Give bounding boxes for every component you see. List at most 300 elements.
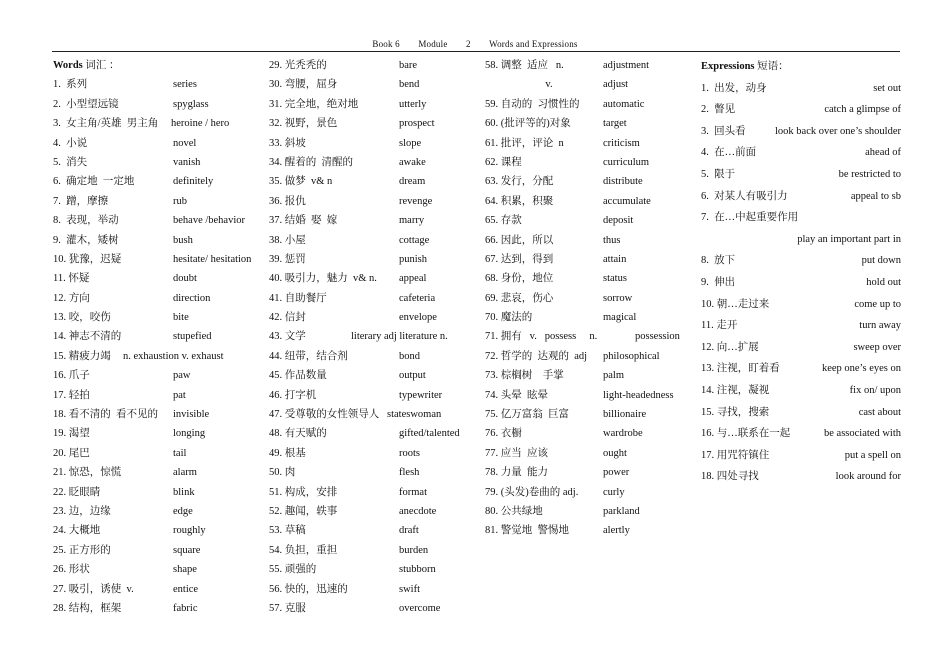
word-entry bbox=[269, 250, 479, 269]
english-term: draft bbox=[399, 525, 419, 537]
word-entry bbox=[53, 347, 263, 366]
chinese-meaning: 45. 作品数量 bbox=[269, 370, 327, 382]
english-term: envelope bbox=[399, 312, 437, 324]
word-entry bbox=[269, 153, 479, 172]
word-entry bbox=[269, 580, 479, 599]
chinese-meaning: 14. 神志不清的 bbox=[53, 331, 122, 343]
chinese-meaning: 55. 顽强的 bbox=[269, 564, 317, 576]
word-entry bbox=[485, 250, 695, 269]
english-term: awake bbox=[399, 156, 426, 168]
word-entry bbox=[485, 172, 695, 191]
english-term: curly bbox=[603, 486, 625, 498]
word-entry bbox=[269, 289, 479, 308]
word-entry bbox=[53, 269, 263, 288]
english-term: thus bbox=[603, 234, 621, 246]
english-term: cottage bbox=[399, 234, 430, 246]
chinese-meaning: 69. 悲哀，伤心 bbox=[485, 292, 554, 304]
english-term: ahead of bbox=[865, 147, 901, 159]
word-entry bbox=[53, 211, 263, 230]
english-term: philosophical bbox=[603, 350, 660, 362]
english-term: revenge bbox=[399, 195, 433, 207]
chinese-meaning: 16. 爪子 bbox=[53, 370, 90, 382]
chinese-meaning: 49. 根基 bbox=[269, 447, 306, 459]
chinese-meaning: 64. 积累，积聚 bbox=[485, 195, 554, 207]
english-term: stupefied bbox=[173, 331, 212, 343]
word-entry bbox=[53, 114, 263, 133]
word-entry bbox=[53, 599, 263, 618]
expression-entry bbox=[701, 380, 901, 402]
english-term: ought bbox=[603, 447, 627, 459]
english-term: magical bbox=[603, 312, 637, 324]
chinese-meaning: 8. 表现，举动 bbox=[53, 215, 119, 227]
chinese-meaning: 35. 做梦 v& n bbox=[269, 176, 333, 188]
chinese-meaning: 67. 达到，得到 bbox=[485, 253, 554, 265]
chinese-meaning: 26. 形状 bbox=[53, 564, 90, 576]
expression-entry bbox=[701, 121, 901, 143]
words-column-2 bbox=[269, 56, 479, 618]
chinese-meaning: 30. 弯腰，屈身 bbox=[269, 79, 338, 91]
english-term: cast about bbox=[858, 406, 901, 418]
expressions-column bbox=[701, 56, 901, 488]
english-term: look back over one’s shoulder bbox=[775, 125, 901, 137]
chinese-meaning: 1. 出发，动身 bbox=[701, 82, 767, 94]
chinese-meaning: 44. 纽带，结合剂 bbox=[269, 350, 348, 362]
word-entry bbox=[269, 211, 479, 230]
english-term: distribute bbox=[603, 176, 643, 188]
word-entry bbox=[53, 75, 263, 94]
expression-entry bbox=[701, 207, 901, 229]
chinese-meaning: 13. 咬，咬伤 bbox=[53, 312, 111, 324]
chinese-meaning: 29. 光秃秃的 bbox=[269, 60, 327, 71]
word-entry bbox=[269, 75, 479, 94]
chinese-meaning: 68. 身份，地位 bbox=[485, 273, 554, 285]
chinese-meaning: 63. 发行，分配 bbox=[485, 176, 554, 188]
word-entry bbox=[53, 327, 263, 346]
english-term: bite bbox=[173, 312, 189, 324]
english-term: put down bbox=[861, 255, 901, 267]
word-entry bbox=[485, 424, 695, 443]
english-term: sweep over bbox=[853, 341, 901, 353]
chinese-meaning: 4. 小说 bbox=[53, 137, 88, 149]
chinese-meaning: 5. 消失 bbox=[53, 156, 88, 168]
chinese-meaning: 54. 负担，重担 bbox=[269, 544, 338, 556]
english-term: stubborn bbox=[399, 564, 436, 576]
word-entry bbox=[269, 541, 479, 560]
english-term: roots bbox=[399, 447, 420, 459]
chinese-meaning: 36. 报仇 bbox=[269, 195, 306, 207]
word-entry bbox=[269, 192, 479, 211]
english-term: be restricted to bbox=[838, 168, 901, 180]
word-entry bbox=[485, 231, 695, 250]
word-entry bbox=[53, 424, 263, 443]
english-term: deposit bbox=[603, 215, 634, 227]
english-term: appeal bbox=[399, 273, 427, 285]
english-term: burden bbox=[399, 544, 429, 556]
chinese-meaning: 77. 应当 应该 bbox=[485, 447, 548, 459]
chinese-meaning: 5. 限于 bbox=[701, 168, 736, 180]
word-entry bbox=[269, 444, 479, 463]
chinese-meaning: 37. 结婚 娶 嫁 bbox=[269, 215, 338, 227]
chinese-meaning: 71. 拥有 v. possess n. bbox=[485, 331, 598, 343]
chinese-meaning: 31. 完全地，绝对地 bbox=[269, 98, 359, 110]
english-term: set out bbox=[873, 82, 901, 94]
english-term: spyglass bbox=[173, 98, 209, 110]
chinese-meaning: 43. 文学 bbox=[269, 331, 306, 343]
english-term: hesitate/ hesitation bbox=[173, 253, 252, 265]
word-entry bbox=[53, 405, 263, 424]
chinese-meaning: 58. 调整 适应 n. bbox=[485, 60, 564, 71]
english-term: adjust bbox=[603, 79, 629, 91]
word-entry bbox=[269, 114, 479, 133]
chinese-meaning: 6. 确定地 一定地 bbox=[53, 176, 135, 188]
english-term: shape bbox=[173, 564, 197, 576]
expression-entry bbox=[701, 315, 901, 337]
expression-entry bbox=[701, 402, 901, 424]
english-term: pat bbox=[173, 389, 186, 401]
english-term: appeal to sb bbox=[850, 190, 901, 202]
chinese-meaning: 10. 朝…走过来 bbox=[701, 298, 770, 310]
word-entry bbox=[485, 405, 695, 424]
word-entry bbox=[53, 231, 263, 250]
word-entry bbox=[485, 483, 695, 502]
chinese-meaning: 2. 小型望远镜 bbox=[53, 98, 119, 110]
expression-entry bbox=[701, 229, 901, 251]
word-entry bbox=[269, 95, 479, 114]
english-term: bare bbox=[399, 60, 418, 71]
chinese-meaning: 81. 警觉地 警惕地 bbox=[485, 525, 569, 537]
expression-entry bbox=[701, 99, 901, 121]
chinese-meaning: 3. 女主角/英雄 男主角 bbox=[53, 118, 159, 130]
chinese-meaning: 66. 因此，所以 bbox=[485, 234, 554, 246]
chinese-meaning: 15. 精疲力竭 bbox=[53, 350, 111, 362]
word-entry bbox=[485, 153, 695, 172]
english-term: blink bbox=[173, 486, 195, 498]
english-term: gifted/talented bbox=[399, 428, 460, 440]
english-term: be associated with bbox=[824, 428, 901, 440]
english-term: square bbox=[173, 544, 201, 556]
english-term: sorrow bbox=[603, 292, 633, 304]
word-entry bbox=[485, 211, 695, 230]
chinese-meaning: 27. 吸引，诱使 v. bbox=[53, 583, 134, 595]
english-term: power bbox=[603, 467, 630, 479]
word-entry bbox=[485, 134, 695, 153]
chinese-meaning: 62. 课程 bbox=[485, 156, 522, 168]
chinese-meaning: 3. 回头看 bbox=[701, 125, 746, 137]
english-term: catch a glimpse of bbox=[824, 104, 901, 116]
english-term: typewriter bbox=[399, 389, 443, 401]
english-term: longing bbox=[173, 428, 206, 440]
word-entry bbox=[485, 521, 695, 540]
chinese-meaning: 78. 力量 能力 bbox=[485, 467, 548, 479]
word-entry bbox=[269, 347, 479, 366]
english-term: criticism bbox=[603, 137, 640, 149]
word-entry bbox=[269, 386, 479, 405]
english-term: target bbox=[603, 118, 627, 130]
word-entry bbox=[53, 386, 263, 405]
chinese-meaning: 39. 惩罚 bbox=[269, 253, 306, 265]
english-term: format bbox=[399, 486, 427, 498]
word-entry bbox=[269, 483, 479, 502]
expression-entry bbox=[701, 294, 901, 316]
chinese-meaning: 34. 醒着的 清醒的 bbox=[269, 156, 353, 168]
word-entry bbox=[53, 463, 263, 482]
chinese-meaning: 7. 蹭，摩擦 bbox=[53, 195, 109, 207]
word-entry bbox=[485, 192, 695, 211]
english-term: adjustment bbox=[603, 60, 650, 71]
chinese-meaning: 38. 小屋 bbox=[269, 234, 306, 246]
english-term: doubt bbox=[173, 273, 197, 285]
word-entry bbox=[269, 502, 479, 521]
english-term: look around for bbox=[835, 471, 901, 483]
english-term: automatic bbox=[603, 98, 645, 110]
chinese-meaning: 40. 吸引力，魅力 v& n. bbox=[269, 273, 377, 285]
english-term: parkland bbox=[603, 505, 640, 517]
english-term: stateswoman bbox=[387, 409, 442, 421]
word-entry bbox=[53, 444, 263, 463]
word-entry bbox=[485, 463, 695, 482]
word-entry bbox=[269, 134, 479, 153]
english-term: accumulate bbox=[603, 195, 651, 207]
word-entry bbox=[485, 502, 695, 521]
chinese-meaning: 2. 瞥见 bbox=[701, 104, 736, 116]
chinese-meaning: 17. 轻拍 bbox=[53, 389, 90, 401]
chinese-meaning: 7. 在…中起重要作用 bbox=[701, 212, 799, 224]
word-entry bbox=[53, 580, 263, 599]
expression-entry bbox=[701, 250, 901, 272]
english-term: anecdote bbox=[399, 505, 437, 517]
english-term: cafeteria bbox=[399, 292, 436, 304]
chinese-meaning: 60. (批评等的)对象 bbox=[485, 118, 571, 130]
english-term: vanish bbox=[173, 156, 201, 168]
english-term: rub bbox=[173, 195, 187, 207]
english-term: fix on/ upon bbox=[849, 384, 901, 396]
chinese-meaning: 61. 批评，评论 n bbox=[485, 137, 564, 149]
chinese-meaning: 46. 打字机 bbox=[269, 389, 317, 401]
chinese-meaning: 52. 趣闻，轶事 bbox=[269, 505, 338, 517]
word-entry bbox=[269, 231, 479, 250]
word-entry bbox=[53, 483, 263, 502]
english-term: invisible bbox=[173, 409, 210, 421]
word-entry bbox=[269, 424, 479, 443]
english-term: turn away bbox=[859, 320, 901, 332]
chinese-meaning: 12. 向…扩展 bbox=[701, 341, 759, 353]
english-term: paw bbox=[173, 370, 191, 382]
chinese-meaning: 75. 亿万富翁 巨富 bbox=[485, 409, 569, 421]
english-term: marry bbox=[399, 215, 425, 227]
word-entry bbox=[485, 366, 695, 385]
english-term: status bbox=[603, 273, 627, 285]
expression-entry bbox=[701, 186, 901, 208]
word-entry bbox=[485, 75, 695, 94]
chinese-meaning: 74. 头晕 眩晕 bbox=[485, 389, 548, 401]
expression-entry bbox=[701, 272, 901, 294]
module-number: 2 bbox=[465, 39, 471, 49]
english-term: series bbox=[173, 79, 197, 91]
word-entry bbox=[53, 192, 263, 211]
word-entry bbox=[485, 308, 695, 327]
chinese-meaning: 6. 对某人有吸引力 bbox=[701, 190, 788, 202]
expression-entry bbox=[701, 164, 901, 186]
chinese-meaning: 4. 在…前面 bbox=[701, 147, 757, 159]
chinese-meaning: 41. 自助餐厅 bbox=[269, 292, 327, 304]
word-entry bbox=[53, 134, 263, 153]
chinese-meaning: 59. 自动的 习惯性的 bbox=[485, 98, 580, 110]
word-entry bbox=[53, 541, 263, 560]
english-term: palm bbox=[603, 370, 624, 382]
word-entry bbox=[485, 327, 695, 346]
word-entry bbox=[53, 521, 263, 540]
english-term: come up to bbox=[854, 298, 901, 310]
word-entry bbox=[269, 521, 479, 540]
word-entry bbox=[53, 153, 263, 172]
word-entry bbox=[53, 502, 263, 521]
word-entry bbox=[485, 289, 695, 308]
english-term: literary adj literature n. bbox=[351, 331, 448, 343]
chinese-meaning: 32. 视野，景色 bbox=[269, 118, 338, 130]
words-title: Words bbox=[53, 60, 83, 71]
chinese-meaning: 9. 伸出 bbox=[701, 276, 736, 288]
page-header bbox=[0, 39, 950, 49]
english-term: heroine / hero bbox=[171, 118, 230, 130]
expressions-title-cn: 短语： bbox=[757, 61, 789, 72]
english-term: put a spell on bbox=[844, 449, 901, 461]
word-entry bbox=[485, 114, 695, 133]
word-entry bbox=[485, 269, 695, 288]
chinese-meaning: 76. 衣橱 bbox=[485, 428, 522, 440]
chinese-meaning: 50. 肉 bbox=[269, 467, 296, 479]
expression-entry bbox=[701, 142, 901, 164]
english-term: punish bbox=[399, 253, 428, 265]
english-term: behave /behavior bbox=[173, 215, 246, 227]
english-term: bush bbox=[173, 234, 193, 246]
word-entry bbox=[269, 599, 479, 618]
english-term: utterly bbox=[399, 98, 427, 110]
expression-entry bbox=[701, 423, 901, 445]
chinese-meaning: 65. 存款 bbox=[485, 215, 522, 227]
word-entry bbox=[269, 172, 479, 191]
chinese-meaning: 18. 四处寻找 bbox=[701, 471, 759, 483]
english-term: fabric bbox=[173, 602, 198, 614]
english-term: alertly bbox=[603, 525, 630, 537]
english-term: entice bbox=[173, 583, 199, 595]
chinese-meaning: v. bbox=[485, 79, 553, 91]
words-column-3 bbox=[485, 56, 695, 541]
chinese-meaning: 28. 结构，框架 bbox=[53, 602, 122, 614]
chinese-meaning: 16. 与…联系在一起 bbox=[701, 428, 791, 440]
chinese-meaning: 1. 系列 bbox=[53, 79, 88, 91]
word-entry bbox=[53, 172, 263, 191]
word-entry bbox=[53, 308, 263, 327]
book-label: Book 6 bbox=[372, 39, 400, 49]
chinese-meaning: 12. 方向 bbox=[53, 292, 90, 304]
english-term: possession bbox=[635, 331, 680, 343]
chinese-meaning: 57. 克服 bbox=[269, 602, 306, 614]
topic-label: Words and Expressions bbox=[489, 39, 578, 49]
chinese-meaning: 15. 寻找，搜索 bbox=[701, 406, 770, 418]
chinese-meaning: 33. 斜坡 bbox=[269, 137, 306, 149]
chinese-meaning: 56. 快的，迅速的 bbox=[269, 583, 348, 595]
chinese-meaning: 79. (头发)卷曲的 adj. bbox=[485, 486, 579, 498]
english-term: roughly bbox=[173, 525, 206, 537]
english-term: direction bbox=[173, 292, 211, 304]
english-term: flesh bbox=[399, 467, 420, 479]
chinese-meaning: 24. 大概地 bbox=[53, 525, 101, 537]
word-entry bbox=[53, 560, 263, 579]
chinese-meaning: 53. 草稿 bbox=[269, 525, 306, 537]
word-entry bbox=[485, 347, 695, 366]
chinese-meaning: 17. 用咒符镇住 bbox=[701, 449, 770, 461]
chinese-meaning: 47. 受尊敬的女性领导人 bbox=[269, 409, 380, 421]
chinese-meaning: 73. 棕榈树 手掌 bbox=[485, 370, 564, 382]
english-term: bend bbox=[399, 79, 420, 91]
english-term: novel bbox=[173, 137, 197, 149]
chinese-meaning: 8. 放下 bbox=[701, 255, 736, 267]
english-term: definitely bbox=[173, 176, 214, 188]
chinese-meaning: 22. 眨眼睛 bbox=[53, 486, 101, 498]
chinese-meaning: 23. 边，边缘 bbox=[53, 505, 111, 517]
english-term: n. exhaustion v. exhaust bbox=[123, 350, 224, 362]
english-term: overcome bbox=[399, 602, 441, 614]
chinese-meaning: 10. 犹豫，迟疑 bbox=[53, 253, 122, 265]
module-label: Module bbox=[418, 39, 448, 49]
expression-entry bbox=[701, 78, 901, 100]
chinese-meaning: 48. 有天赋的 bbox=[269, 428, 327, 440]
word-entry bbox=[269, 327, 479, 346]
english-term: keep one’s eyes on bbox=[821, 363, 901, 375]
chinese-meaning: 18. 看不清的 看不见的 bbox=[53, 409, 158, 421]
word-entry bbox=[269, 308, 479, 327]
words-title-cn: 词汇 ： bbox=[85, 60, 120, 71]
chinese-meaning: 51. 构成，安排 bbox=[269, 486, 338, 498]
chinese-meaning: 70. 魔法的 bbox=[485, 312, 533, 324]
chinese-meaning: 14. 注视，凝视 bbox=[701, 384, 770, 396]
word-entry bbox=[269, 56, 479, 75]
expression-entry bbox=[701, 358, 901, 380]
word-entry bbox=[269, 560, 479, 579]
word-entry bbox=[269, 366, 479, 385]
word-entry bbox=[53, 95, 263, 114]
english-term: dream bbox=[399, 176, 426, 188]
expression-entry bbox=[701, 466, 901, 488]
chinese-meaning: 72. 哲学的 达观的 adj bbox=[485, 350, 588, 362]
words-heading bbox=[53, 56, 263, 75]
word-entry bbox=[485, 56, 695, 75]
chinese-meaning: 19. 渴望 bbox=[53, 428, 90, 440]
word-entry bbox=[53, 366, 263, 385]
english-term: light-headedness bbox=[603, 389, 674, 401]
chinese-meaning: 20. 尾巴 bbox=[53, 447, 90, 459]
english-term: edge bbox=[173, 505, 193, 517]
word-entry bbox=[269, 405, 479, 424]
chinese-meaning: 13. 注视，盯着看 bbox=[701, 363, 780, 375]
header-divider bbox=[52, 51, 900, 52]
chinese-meaning: 42. 信封 bbox=[269, 312, 306, 324]
english-term: hold out bbox=[866, 276, 901, 288]
word-entry bbox=[53, 250, 263, 269]
expression-entry bbox=[701, 445, 901, 467]
chinese-meaning: 21. 惊恐，惊慌 bbox=[53, 467, 122, 479]
english-term: slope bbox=[399, 137, 422, 149]
word-entry bbox=[269, 269, 479, 288]
english-term: prospect bbox=[399, 118, 435, 130]
word-entry bbox=[53, 289, 263, 308]
english-term: attain bbox=[603, 253, 627, 265]
english-term: output bbox=[399, 370, 426, 382]
word-entry bbox=[269, 463, 479, 482]
english-term: bond bbox=[399, 350, 420, 362]
expressions-heading bbox=[701, 56, 901, 78]
english-term: curriculum bbox=[603, 156, 650, 168]
